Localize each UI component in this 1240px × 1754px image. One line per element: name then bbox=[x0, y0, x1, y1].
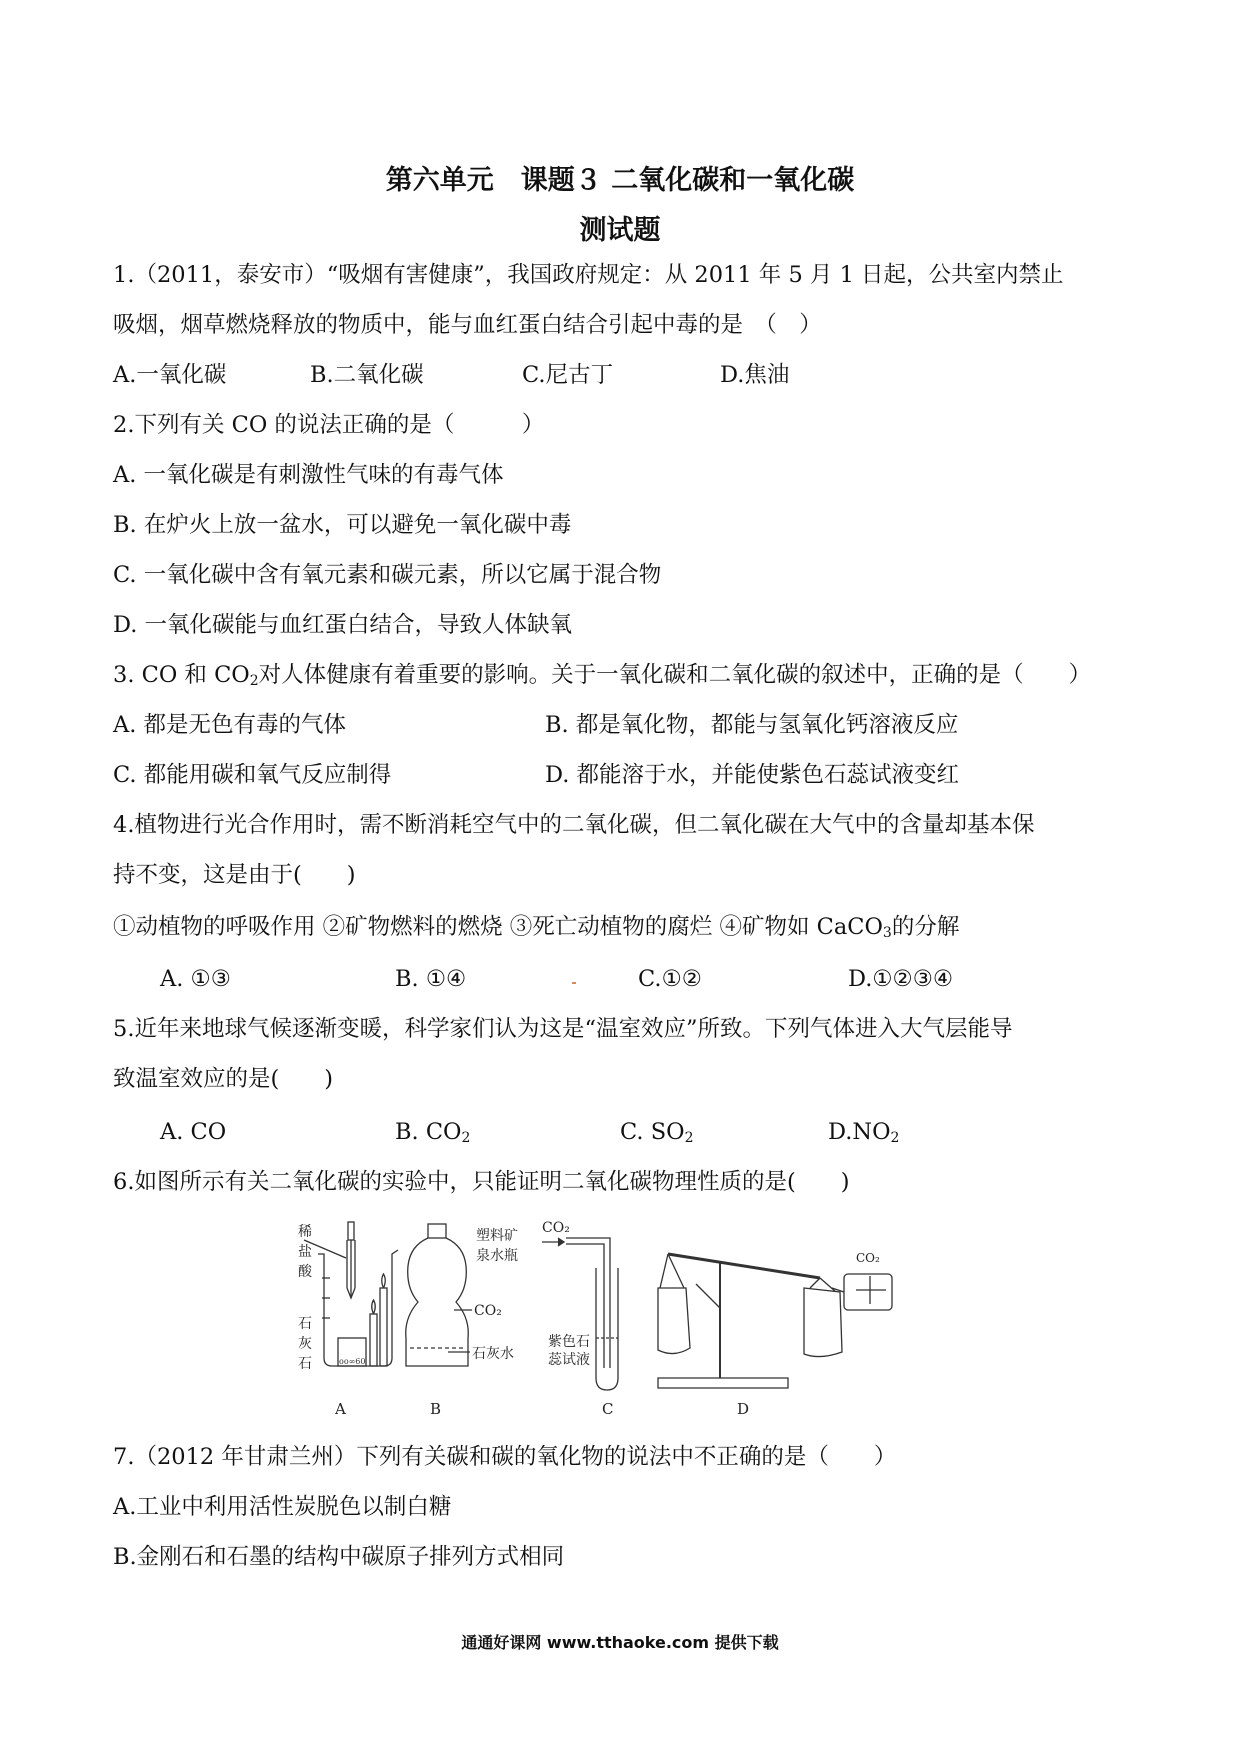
q2-option-a: A. 一氧化碳是有刺激性气味的有毒气体 bbox=[113, 462, 504, 488]
label-b-2: 泉水瓶 bbox=[476, 1248, 518, 1264]
q4-option-b: B. ①④ bbox=[395, 966, 467, 992]
doc-title: 第六单元 课题３ 二氧化碳和一氧化碳 bbox=[385, 165, 855, 196]
q2-option-c: C. 一氧化碳中含有氧元素和碳元素，所以它属于混合物 bbox=[113, 562, 662, 588]
q5-option-a-text: A. CO bbox=[160, 1119, 227, 1145]
q5-option-d-text: D.NO bbox=[828, 1119, 891, 1145]
caption-a: A bbox=[335, 1400, 346, 1418]
label-c-1: CO₂ bbox=[542, 1220, 570, 1236]
q1-option-a: A.一氧化碳 bbox=[113, 362, 227, 388]
q3-stem-text-2: 对人体健康有着重要的影响。关于一氧化碳和二氧化碳的叙述中，正确的是（ ） bbox=[258, 662, 1092, 688]
q4-choices-line bbox=[113, 910, 959, 950]
apparatus-a bbox=[298, 1222, 398, 1418]
q3-subscript: 2 bbox=[249, 673, 259, 689]
q1-option-d: D.焦油 bbox=[720, 362, 790, 388]
q5-option-c bbox=[620, 1115, 694, 1155]
q5-option-b bbox=[395, 1115, 470, 1155]
q5-option-b-text: B. CO bbox=[395, 1119, 462, 1145]
doc-subtitle: 测试题 bbox=[579, 215, 661, 246]
q7-stem: 7.（2012 年甘肃兰州）下列有关碳和碳的氧化物的说法中不正确的是（ ） bbox=[113, 1444, 897, 1470]
q3-option-c: C. 都能用碳和氧气反应制得 bbox=[113, 762, 392, 788]
q4-option-d: D.①②③④ bbox=[848, 966, 954, 992]
q4-subscript: 3 bbox=[882, 925, 892, 941]
label-b-4: 石灰水 bbox=[472, 1346, 514, 1362]
label-a-6: 石 bbox=[298, 1356, 312, 1372]
q6-experiment-figure bbox=[290, 1218, 950, 1424]
label-a-2: 盐 bbox=[298, 1244, 312, 1260]
q4-stem-line2: 持不变，这是由于( ) bbox=[113, 862, 356, 888]
q7-option-b: B.金刚石和石墨的结构中碳原子排列方式相同 bbox=[113, 1544, 565, 1570]
apparatus-d bbox=[658, 1251, 892, 1418]
label-a-5: 灰 bbox=[298, 1336, 312, 1352]
q3-option-b: B. 都是氧化物，都能与氢氧化钙溶液反应 bbox=[545, 712, 959, 738]
q7-option-a: A.工业中利用活性炭脱色以制白糖 bbox=[113, 1494, 452, 1520]
apparatus-c bbox=[542, 1220, 618, 1418]
q3-stem-text: 3. CO 和 CO bbox=[113, 662, 250, 688]
page-footer: 通通好课网 www.tthaoke.com 提供下载 bbox=[461, 1633, 779, 1652]
q2-stem: 2.下列有关 CO 的说法正确的是（ ） bbox=[113, 412, 545, 438]
q1-option-b: B.二氧化碳 bbox=[310, 362, 424, 388]
q5-option-b-subscript: 2 bbox=[461, 1130, 471, 1146]
label-c-2: 紫色石 bbox=[548, 1334, 590, 1350]
q6-stem: 6.如图所示有关二氧化碳的实验中，只能证明二氧化碳物理性质的是( ) bbox=[113, 1169, 850, 1195]
q4-stem-line1: 4.植物进行光合作用时，需不断消耗空气中的二氧化碳，但二氧化碳在大气中的含量却基本保 bbox=[113, 812, 1035, 838]
q1-option-c: C.尼古丁 bbox=[522, 362, 614, 388]
apparatus-b bbox=[406, 1224, 518, 1418]
label-b-1: 塑料矿 bbox=[476, 1228, 518, 1244]
label-a-3: 酸 bbox=[298, 1264, 312, 1280]
q5-option-c-subscript: 2 bbox=[684, 1130, 694, 1146]
label-a-4: 石 bbox=[298, 1316, 312, 1332]
svg-text:oo∞60: oo∞60 bbox=[339, 1357, 366, 1366]
q3-option-a: A. 都是无色有毒的气体 bbox=[113, 712, 347, 738]
q4-option-c: C.①② bbox=[638, 966, 702, 992]
q1-stem-line2: 吸烟，烟草燃烧释放的物质中，能与血红蛋白结合引起中毒的是 （ ） bbox=[113, 312, 822, 338]
caption-b: B bbox=[430, 1400, 442, 1418]
caption-c: C bbox=[602, 1400, 614, 1418]
q5-stem-line2: 致温室效应的是( ) bbox=[113, 1066, 334, 1092]
label-c-3: 蕊试液 bbox=[548, 1352, 590, 1368]
q2-option-d: D. 一氧化碳能与血红蛋白结合，导致人体缺氧 bbox=[113, 612, 573, 638]
q5-option-c-text: C. SO bbox=[620, 1119, 685, 1145]
q3-option-d: D. 都能溶于水，并能使紫色石蕊试液变红 bbox=[545, 762, 960, 788]
q2-option-b: B. 在炉火上放一盆水，可以避免一氧化碳中毒 bbox=[113, 512, 572, 538]
q5-option-d bbox=[828, 1115, 899, 1155]
label-b-3: CO₂ bbox=[474, 1303, 502, 1319]
q4-choices-text: ①动植物的呼吸作用 ②矿物燃料的燃烧 ③死亡动植物的腐烂 ④矿物如 CaCO bbox=[113, 914, 883, 940]
q5-stem-line1: 5.近年来地球气候逐渐变暖，科学家们认为这是“温室效应”所致。下列气体进入大气层能导 bbox=[113, 1016, 1013, 1042]
stray-mark bbox=[572, 982, 576, 984]
q3-stem bbox=[113, 658, 1091, 698]
q1-stem-line1: 1.（2011，泰安市）“吸烟有害健康”，我国政府规定：从 2011 年 5 月 1 日起，公共室内禁止 bbox=[113, 262, 1064, 288]
q5-option-d-subscript: 2 bbox=[890, 1130, 900, 1146]
q5-option-a bbox=[160, 1115, 226, 1149]
label-d-1: CO₂ bbox=[856, 1251, 880, 1265]
caption-d: D bbox=[737, 1400, 750, 1418]
q4-choices-text-2: 的分解 bbox=[891, 914, 960, 940]
q4-option-a: A. ①③ bbox=[160, 966, 231, 992]
label-a-1: 稀 bbox=[298, 1224, 312, 1240]
